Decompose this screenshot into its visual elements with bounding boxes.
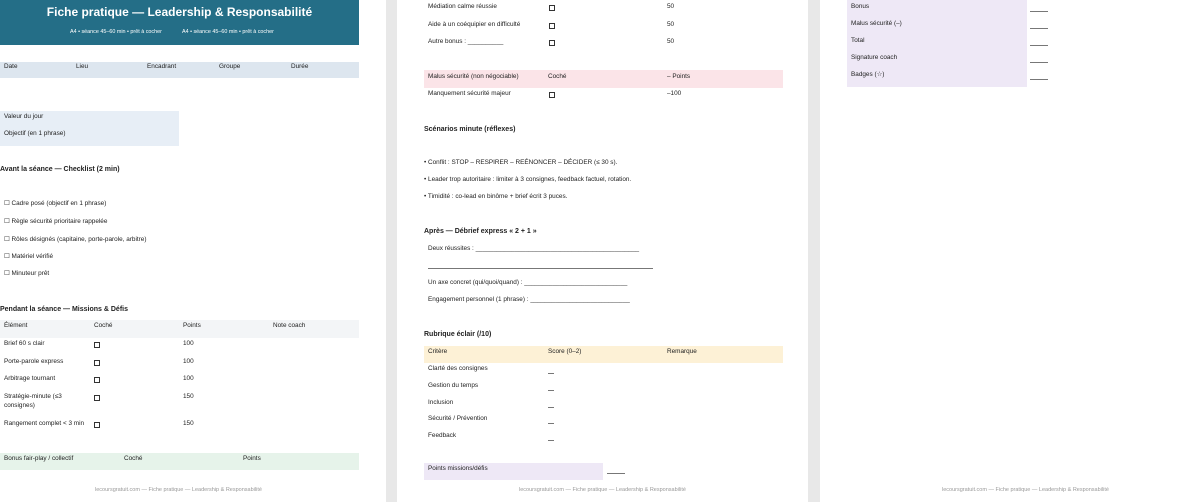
info-encadrant-label: Encadrant xyxy=(147,63,177,70)
rubrique-header-band xyxy=(424,346,783,363)
malus-header-label: Malus sécurité (non négociable) xyxy=(428,73,519,80)
critere-securite: Sécurité / Prévention xyxy=(428,415,488,422)
bonus-row-mediation-label: Médiation calme réussie xyxy=(428,3,497,10)
missions-header-note: Note coach xyxy=(273,322,306,329)
mission-arbitrage-points: 100 xyxy=(183,375,194,382)
info-date-label: Date xyxy=(4,63,18,70)
critere-feedback: Feedback xyxy=(428,432,457,439)
debrief-reussites: Deux réussites : ______________________________________________ xyxy=(428,245,640,252)
page-footer: lecoursgratuit.com — Fiche pratique — Leadership & Responsabilité xyxy=(942,487,1109,493)
mission-brief-label: Brief 60 s clair xyxy=(4,340,45,347)
pendant-heading: Pendant la séance — Missions & Défis xyxy=(0,306,128,313)
scenario-conflit: • Conflit : STOP – RESPIRER – REÉNONCER – DÉCIDER (≤ 30 s). xyxy=(424,159,618,166)
apres-heading: Après — Débrief express « 2 + 1 » xyxy=(424,228,537,235)
mission-porte-parole-points: 100 xyxy=(183,358,194,365)
points-missions-line[interactable] xyxy=(607,473,625,474)
page-footer: lecoursgratuit.com — Fiche pratique — Leadership & Responsabilité xyxy=(95,487,262,493)
points-missions-label: Points missions/défis xyxy=(428,465,488,472)
bonus-row-autre-label: Autre bonus : __________ xyxy=(428,38,504,45)
summary-badges-line[interactable] xyxy=(1030,79,1048,80)
checklist-item-cadre: ☐ Cadre posé (objectif en 1 phrase) xyxy=(4,200,107,207)
critere-temps-score-line[interactable] xyxy=(548,390,554,391)
missions-header-coche: Coché xyxy=(94,322,113,329)
bonus-row-aide-points: 50 xyxy=(667,21,675,28)
bonus-row-aide-label: Aide à un coéquipier en difficulté xyxy=(428,21,521,28)
scenario-leader: • Leader trop autoritaire : limiter à 3 consignes, feedback factuel, rotation. xyxy=(424,176,632,183)
rubrique-header-score: Score (0–2) xyxy=(548,348,582,355)
missions-header-element: Élément xyxy=(4,322,28,329)
mission-brief-checkbox[interactable] xyxy=(94,342,100,348)
critere-clarte: Clarté des consignes xyxy=(428,365,488,372)
scenario-timidite: • Timidité : co-lead en binôme + brief écrit 3 puces. xyxy=(424,193,568,200)
checklist-item-minuteur: ☐ Minuteur prêt xyxy=(4,270,50,277)
summary-signature-line[interactable] xyxy=(1030,62,1048,63)
malus-row-points: –100 xyxy=(667,90,682,97)
avant-heading: Avant la séance — Checklist (2 min) xyxy=(0,166,120,173)
critere-clarte-score-line[interactable] xyxy=(548,373,554,374)
bonus-row-mediation-points: 50 xyxy=(667,3,675,10)
mission-porte-parole-label: Porte-parole express xyxy=(4,358,64,365)
objectif-label: Objectif (en 1 phrase) xyxy=(4,130,66,137)
critere-temps: Gestion du temps xyxy=(428,382,479,389)
mission-strategie-label-2: consignes) xyxy=(4,402,35,409)
bonus-row-autre-checkbox[interactable] xyxy=(549,40,555,46)
bonus-header-points: Points xyxy=(243,455,261,462)
summary-bonus-label: Bonus xyxy=(851,3,870,10)
checklist-item-securite: ☐ Règle sécurité prioritaire rappelée xyxy=(4,218,108,225)
scenarios-heading: Scénarios minute (réflexes) xyxy=(424,126,516,133)
summary-total-line[interactable] xyxy=(1030,45,1048,46)
bonus-row-autre-points: 50 xyxy=(667,38,675,45)
critere-inclusion: Inclusion xyxy=(428,399,454,406)
rubrique-header-remarque: Remarque xyxy=(667,348,697,355)
bonus-header-coche: Coché xyxy=(124,455,143,462)
summary-bonus-line[interactable] xyxy=(1030,11,1048,12)
mission-porte-parole-checkbox[interactable] xyxy=(94,360,100,366)
bonus-row-mediation-checkbox[interactable] xyxy=(549,5,555,11)
mission-arbitrage-checkbox[interactable] xyxy=(94,377,100,383)
checklist-item-materiel: ☐ Matériel vérifié xyxy=(4,253,54,260)
malus-header-coche: Coché xyxy=(548,73,567,80)
debrief-axe: Un axe concret (qui/quoi/quand) : _____________________________ xyxy=(428,279,628,286)
mission-rangement-checkbox[interactable] xyxy=(94,422,100,428)
checklist-item-roles: ☐ Rôles désignés (capitaine, porte-parole, arbitre) xyxy=(4,236,147,243)
mission-strategie-checkbox[interactable] xyxy=(94,395,100,401)
mission-rangement-points: 150 xyxy=(183,420,194,427)
malus-row-label: Manquement sécurité majeur xyxy=(428,90,511,97)
page-2 xyxy=(397,0,808,502)
malus-row-checkbox[interactable] xyxy=(549,92,555,98)
debrief-extra-line xyxy=(428,268,653,269)
info-lieu-label: Lieu xyxy=(76,63,89,70)
info-duree-label: Durée xyxy=(291,63,309,70)
page-1 xyxy=(0,0,386,502)
mission-strategie-points: 150 xyxy=(183,393,194,400)
mission-brief-points: 100 xyxy=(183,340,194,347)
rubrique-heading: Rubrique éclair (/10) xyxy=(424,331,492,338)
bonus-header-label: Bonus fair-play / collectif xyxy=(4,455,74,462)
summary-signature-label: Signature coach xyxy=(851,54,898,61)
rubrique-header-critere: Critère xyxy=(428,348,448,355)
bonus-row-aide-checkbox[interactable] xyxy=(549,23,555,29)
malus-header-points: – Points xyxy=(667,73,691,80)
summary-badges-label: Badges (☆) xyxy=(851,71,885,78)
mission-strategie-label: Stratégie-minute (≤3 xyxy=(4,393,62,400)
page-subtitle: A4 • séance 45–60 min • prêt à cocher xyxy=(70,29,162,35)
page-3 xyxy=(820,0,1204,502)
missions-header-points: Points xyxy=(183,322,201,329)
debrief-engagement: Engagement personnel (1 phrase) : ____________________________ xyxy=(428,296,630,303)
page-footer: lecoursgratuit.com — Fiche pratique — Leadership & Responsabilité xyxy=(519,487,686,493)
page-title: Fiche pratique — Leadership & Responsabilité xyxy=(46,5,313,19)
summary-malus-label: Malus sécurité (–) xyxy=(851,20,902,27)
critere-feedback-score-line[interactable] xyxy=(548,440,554,441)
summary-total-label: Total xyxy=(851,37,865,44)
valeur-label: Valeur du jour xyxy=(4,113,44,120)
mission-arbitrage-label: Arbitrage tournant xyxy=(4,375,56,382)
info-groupe-label: Groupe xyxy=(219,63,241,70)
summary-malus-line[interactable] xyxy=(1030,28,1048,29)
mission-rangement-label: Rangement complet < 3 min xyxy=(4,420,85,427)
critere-securite-score-line[interactable] xyxy=(548,423,554,424)
critere-inclusion-score-line[interactable] xyxy=(548,407,554,408)
page-subtitle-repeat: A4 • séance 45–60 min • prêt à cocher xyxy=(182,29,274,35)
